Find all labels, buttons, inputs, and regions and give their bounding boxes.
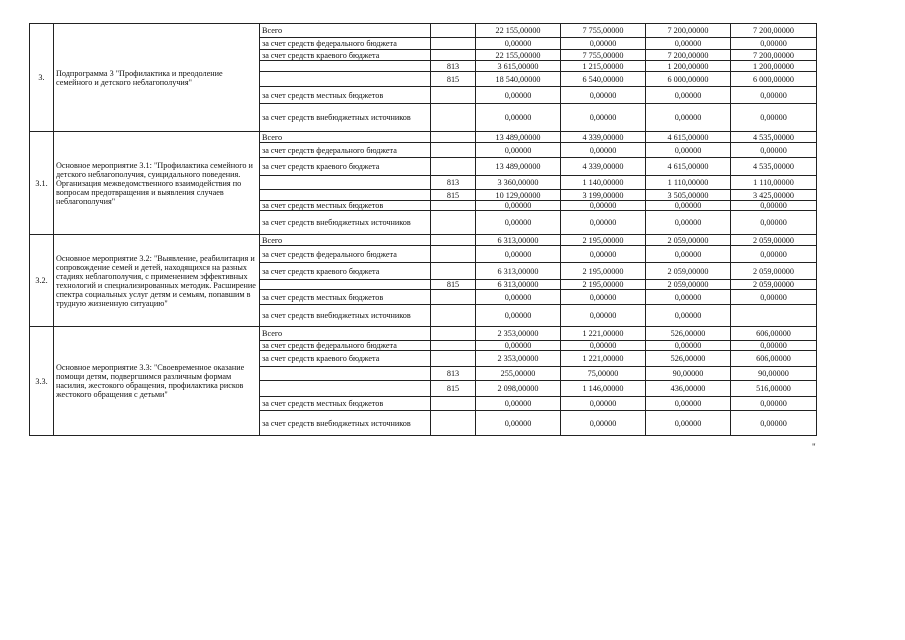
value-cell: 1 110,00000 [731,176,817,190]
source-label: за счет средств федерального бюджета [260,246,431,263]
value-cell: 4 535,00000 [731,132,817,143]
value-cell: 6 540,00000 [561,72,646,87]
value-cell: 0,00000 [476,211,561,235]
value-cell: 2 059,00000 [731,235,817,246]
value-cell: 0,00000 [731,397,817,411]
value-cell: 0,00000 [476,104,561,132]
table-row [30,235,817,246]
value-cell: 2 195,00000 [561,235,646,246]
value-cell: 6 000,00000 [646,72,731,87]
value-cell: 0,00000 [561,290,646,305]
value-cell: 0,00000 [561,341,646,351]
department-code: 815 [431,190,476,201]
row-index: 3.2. [30,235,54,327]
closing-quote-mark: " [812,442,816,452]
source-label: за счет средств местных бюджетов [260,290,431,305]
value-cell: 2 059,00000 [731,263,817,280]
value-cell: 0,00000 [476,38,561,50]
source-label: за счет средств федерального бюджета [260,143,431,158]
department-code: 813 [431,61,476,72]
value-cell: 6 313,00000 [476,280,561,290]
value-cell: 0,00000 [646,290,731,305]
value-cell: 4 615,00000 [646,158,731,176]
value-cell: 2 059,00000 [646,263,731,280]
value-cell: 0,00000 [476,397,561,411]
table-row [30,132,817,143]
value-cell: 7 200,00000 [646,24,731,38]
value-cell: 0,00000 [731,411,817,436]
value-cell: 255,00000 [476,367,561,381]
value-cell: 13 489,00000 [476,158,561,176]
value-cell: 1 200,00000 [646,61,731,72]
source-label: за счет средств федерального бюджета [260,341,431,351]
source-label: за счет средств краевого бюджета [260,50,431,61]
value-cell: 0,00000 [561,211,646,235]
value-cell: 3 505,00000 [646,190,731,201]
value-cell: 1 110,00000 [646,176,731,190]
department-code: 813 [431,367,476,381]
value-cell: 0,00000 [476,201,561,211]
source-label: за счет средств внебюджетных источников [260,211,431,235]
value-cell: 1 200,00000 [731,61,817,72]
budget-table [29,23,817,436]
value-cell: 2 195,00000 [561,280,646,290]
value-cell: 0,00000 [646,38,731,50]
value-cell: 0,00000 [561,411,646,436]
value-cell: 2 059,00000 [646,280,731,290]
value-cell: 3 425,00000 [731,190,817,201]
value-cell: 0,00000 [476,290,561,305]
value-cell: 2 195,00000 [561,263,646,280]
value-cell: 436,00000 [646,381,731,397]
value-cell: 0,00000 [476,411,561,436]
value-cell: 0,00000 [731,341,817,351]
value-cell: 0,00000 [646,143,731,158]
value-cell: 516,00000 [731,381,817,397]
value-cell: 7 755,00000 [561,50,646,61]
source-label: за счет средств местных бюджетов [260,201,431,211]
source-label: за счет средств краевого бюджета [260,263,431,280]
value-cell: 13 489,00000 [476,132,561,143]
value-cell: 7 200,00000 [731,24,817,38]
value-cell: 1 221,00000 [561,327,646,341]
value-cell: 18 540,00000 [476,72,561,87]
value-cell: 2 353,00000 [476,327,561,341]
value-cell: 22 155,00000 [476,50,561,61]
value-cell: 0,00000 [646,305,731,327]
value-cell: 1 215,00000 [561,61,646,72]
value-cell: 4 339,00000 [561,158,646,176]
value-cell: 0,00000 [646,104,731,132]
value-cell: 4 535,00000 [731,158,817,176]
source-label: Всего [260,24,431,38]
table-row [30,327,817,341]
value-cell: 7 755,00000 [561,24,646,38]
activity-title: Основное мероприятие 3.3: "Своевременное оказание помощи детям, подвергшимся различным формам насилия, жестокого обращения, профилактика рисков жестокого обращения с детьми" [54,327,260,436]
value-cell: 0,00000 [561,104,646,132]
value-cell: 2 059,00000 [731,280,817,290]
source-label: за счет средств местных бюджетов [260,87,431,104]
department-code: 813 [431,176,476,190]
value-cell: 7 200,00000 [731,50,817,61]
value-cell: 0,00000 [476,305,561,327]
value-cell: 6 313,00000 [476,263,561,280]
value-cell: 0,00000 [646,411,731,436]
source-label: за счет средств краевого бюджета [260,158,431,176]
value-cell: 75,00000 [561,367,646,381]
value-cell: 0,00000 [476,87,561,104]
value-cell: 0,00000 [646,246,731,263]
source-label: за счет средств федерального бюджета [260,38,431,50]
value-cell: 4 615,00000 [646,132,731,143]
value-cell: 0,00000 [731,246,817,263]
value-cell: 526,00000 [646,327,731,341]
value-cell: 0,00000 [731,143,817,158]
value-cell: 0,00000 [646,87,731,104]
value-cell: 1 146,00000 [561,381,646,397]
activity-title: Основное мероприятие 3.2: "Выявление, реабилитация и сопровождение семей и детей, находящихся на разных стадиях неблагополучия, с применением эффективных технологий и специализированных методик. Расширение спектра социальных услуг детям и семьям, попавшим в трудную жизненную ситуацию" [54,235,260,327]
value-cell: 0,00000 [561,38,646,50]
value-cell: 3 615,00000 [476,61,561,72]
value-cell: 0,00000 [476,143,561,158]
source-label: за счет средств внебюджетных источников [260,104,431,132]
value-cell: 0,00000 [646,341,731,351]
value-cell: 606,00000 [731,351,817,367]
value-cell: 0,00000 [561,246,646,263]
row-index: 3. [30,24,54,132]
activity-title: Основное мероприятие 3.1: "Профилактика семейного и детского неблагополучия, суицидального поведения. Организация межведомственного взаимодействия по вопросам предотвращения и выявления случаев неблагополучия" [54,132,260,235]
value-cell: 0,00000 [731,201,817,211]
value-cell: 0,00000 [476,246,561,263]
value-cell: 2 353,00000 [476,351,561,367]
value-cell: 526,00000 [646,351,731,367]
value-cell: 2 098,00000 [476,381,561,397]
value-cell: 0,00000 [561,397,646,411]
value-cell: 0,00000 [731,38,817,50]
value-cell: 606,00000 [731,327,817,341]
value-cell: 0,00000 [731,87,817,104]
row-index: 3.1. [30,132,54,235]
value-cell: 0,00000 [561,87,646,104]
value-cell: 90,00000 [646,367,731,381]
value-cell: 0,00000 [731,211,817,235]
budget-sheet [29,23,817,436]
value-cell: 1 221,00000 [561,351,646,367]
value-cell: 3 199,00000 [561,190,646,201]
source-label: Всего [260,235,431,246]
value-cell: 2 059,00000 [646,235,731,246]
value-cell: 0,00000 [646,201,731,211]
department-code: 815 [431,72,476,87]
value-cell: 0,00000 [561,305,646,327]
value-cell [731,305,817,327]
value-cell: 0,00000 [731,104,817,132]
value-cell: 0,00000 [646,211,731,235]
department-code: 815 [431,280,476,290]
value-cell: 6 000,00000 [731,72,817,87]
value-cell: 0,00000 [476,341,561,351]
source-label: за счет средств внебюджетных источников [260,305,431,327]
value-cell: 4 339,00000 [561,132,646,143]
source-label: за счет средств краевого бюджета [260,351,431,367]
source-label: за счет средств местных бюджетов [260,397,431,411]
value-cell: 0,00000 [646,397,731,411]
value-cell: 6 313,00000 [476,235,561,246]
value-cell: 90,00000 [731,367,817,381]
source-label: за счет средств внебюджетных источников [260,411,431,436]
department-code: 815 [431,381,476,397]
value-cell: 0,00000 [561,143,646,158]
value-cell: 0,00000 [561,201,646,211]
program-title: Подпрограмма 3 "Профилактика и преодоление семейного и детского неблагополучия" [54,24,260,132]
value-cell: 3 360,00000 [476,176,561,190]
table-row [30,24,817,38]
source-label: Всего [260,132,431,143]
value-cell: 7 200,00000 [646,50,731,61]
source-label: Всего [260,327,431,341]
value-cell: 22 155,00000 [476,24,561,38]
value-cell: 0,00000 [731,290,817,305]
value-cell: 1 140,00000 [561,176,646,190]
row-index: 3.3. [30,327,54,436]
value-cell: 10 129,00000 [476,190,561,201]
